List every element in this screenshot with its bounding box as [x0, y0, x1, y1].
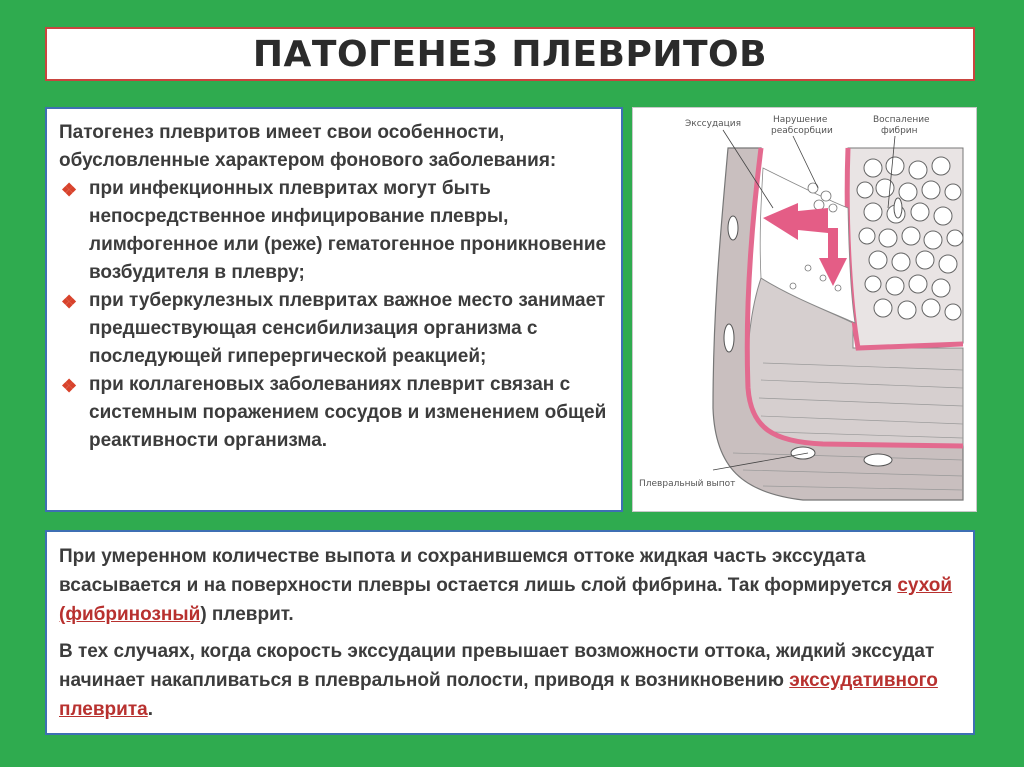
label-pleural-effusion: Плевральный выпот [639, 479, 736, 489]
bullet-text: при коллагеновых заболеваниях плеврит связан с системным поражением сосудов и изменением общей реактивности организма. [89, 374, 607, 451]
pleura-illustration [632, 107, 977, 512]
label-inflammation-line2: фибрин [881, 126, 918, 136]
bullet-list [59, 175, 609, 455]
pathogenesis-text-panel [45, 107, 623, 512]
bullet-text: при туберкулезных плевритах важное место занимает предшествующая сенсибилизация организма с последующей гиперергической реакцией; [89, 290, 606, 367]
dry-pleurisy-term: сухой (фибринозный [59, 575, 953, 625]
diamond-cluster-icon: ❖ [61, 292, 78, 312]
page-title: ПАТОГЕНЕЗ ПЛЕВРИТОВ [252, 33, 768, 75]
paragraph-text: При умеренном количестве выпота и сохранившемся оттоке жидкая часть экссудата всасывается и на поверхности плевры остается лишь слой фибрина. Так формируется [59, 546, 898, 596]
list-item [59, 175, 609, 287]
paragraph-text: ) плеврит. [200, 604, 294, 625]
intro-paragraph: Патогенез плевритов имеет свои особенности, обусловленные характером фонового заболевания: [59, 122, 557, 171]
pleura-diagram [633, 108, 976, 511]
summary-panel [45, 530, 975, 735]
title-banner [45, 27, 975, 81]
diamond-cluster-icon: ❖ [61, 376, 78, 396]
list-item [59, 371, 609, 455]
label-resorption-line1: Нарушение [773, 115, 828, 125]
label-resorption-line2: реабсорбции [771, 126, 833, 136]
dry-pleurisy-paragraph [59, 542, 961, 629]
exudative-pleurisy-paragraph [59, 637, 961, 724]
label-exudation: Экссудация [685, 119, 742, 129]
paragraph-text: . [147, 699, 153, 720]
exudative-pleurisy-term: экссудативного плеврита [59, 670, 938, 720]
label-inflammation-line1: Воспаление [873, 115, 930, 125]
list-item [59, 287, 609, 371]
bullet-text: при инфекционных плевритах могут быть непосредственное инфицирование плевры, лимфогенное или (реже) гематогенное проникновение возбудителя в плевру; [89, 178, 607, 283]
diamond-cluster-icon: ❖ [61, 180, 78, 200]
paragraph-text: В тех случаях, когда скорость экссудации превышает возможности оттока, жидкий экссудат начинает накапливаться в плевральной полости, приводя к возникновению [59, 641, 935, 691]
